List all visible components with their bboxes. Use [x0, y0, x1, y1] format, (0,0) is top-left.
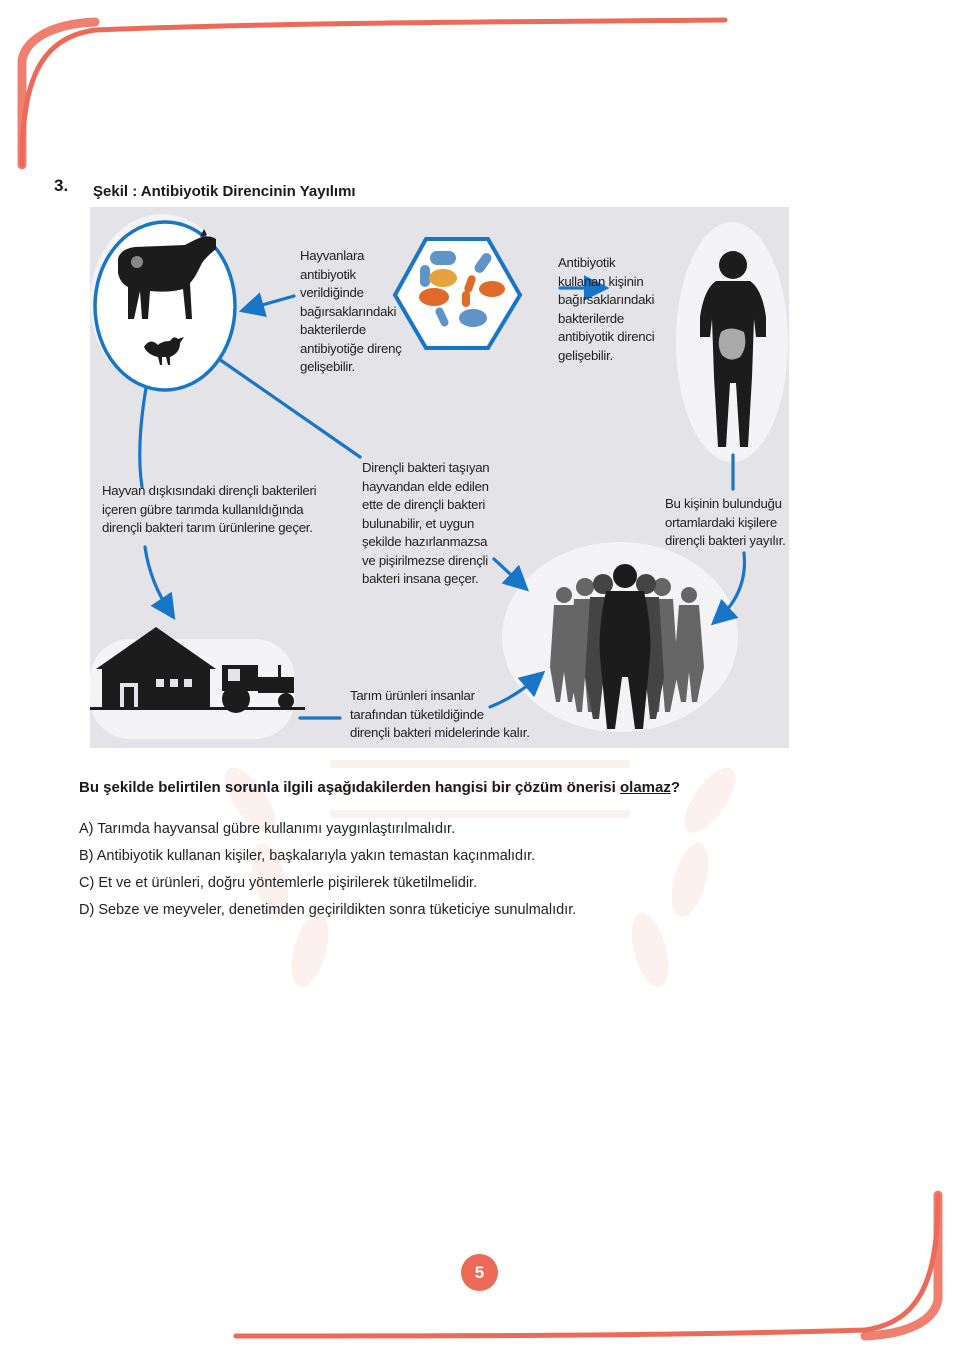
caption-animals: Hayvanlara antibiyotik verildiğinde bağırsaklarındaki bakterilerde antibiyotiğe direnç gelişebilir. — [300, 248, 402, 374]
caption-meat: Dirençli bakteri taşıyan hayvandan elde edilen ette de dirençli bakteri bulunabilir, et uygun şekilde hazırlanmazsa ve pişirilmezse dirençli bakteri insana geçer. — [362, 460, 490, 586]
antibiotic-resistance-diagram — [90, 207, 789, 748]
question-number: 3. — [54, 176, 69, 195]
question-stem-text: Bu şekilde belirtilen sorunla ilgili aşağıdakilerden hangisi bir çözüm önerisi — [79, 779, 620, 796]
question-stem — [79, 779, 680, 796]
option-a[interactable]: A) Tarımda hayvansal gübre kullanımı yaygınlaştırılmalıdır. — [79, 821, 456, 837]
figure-title: Şekil : Antibiyotik Direncinin Yayılımı — [93, 183, 356, 200]
antibiotics-hexagon — [395, 239, 520, 348]
caption-crops: Tarım ürünleri insanlar tarafından tüketildiğinde dirençli bakteri midelerinde kalır. — [350, 688, 530, 740]
option-b[interactable]: B) Antibiyotik kullanan kişiler, başkalarıyla yakın temastan kaçınmalıdır. — [79, 848, 536, 864]
livestock-circle — [95, 222, 235, 390]
question-stem-end: ? — [670, 779, 681, 796]
page-number-badge: 5 — [461, 1254, 498, 1291]
question-stem-emphasis: olamaz — [619, 779, 671, 796]
caption-manure: Hayvan dışkısındaki dirençli bakterileri içeren gübre tarımda kullanıldığında dirençli bakteri tarım ürünlerine geçer. — [102, 483, 317, 535]
option-d[interactable]: D) Sebze ve meyveler, denetimden geçirildikten sonra tüketiciye sunulmalıdır. — [79, 902, 577, 918]
caption-spread: Bu kişinin bulunduğu ortamlardaki kişilere dirençli bakteri yayılır. — [665, 496, 786, 548]
option-c[interactable]: C) Et ve et ürünleri, doğru yöntemlerle pişirilerek tüketilmelidir. — [79, 875, 478, 891]
caption-person: Antibiyotik kullanan kişinin bağırsaklarındaki bakterilerde antibiyotik direnci gelişebilir. — [558, 255, 655, 363]
